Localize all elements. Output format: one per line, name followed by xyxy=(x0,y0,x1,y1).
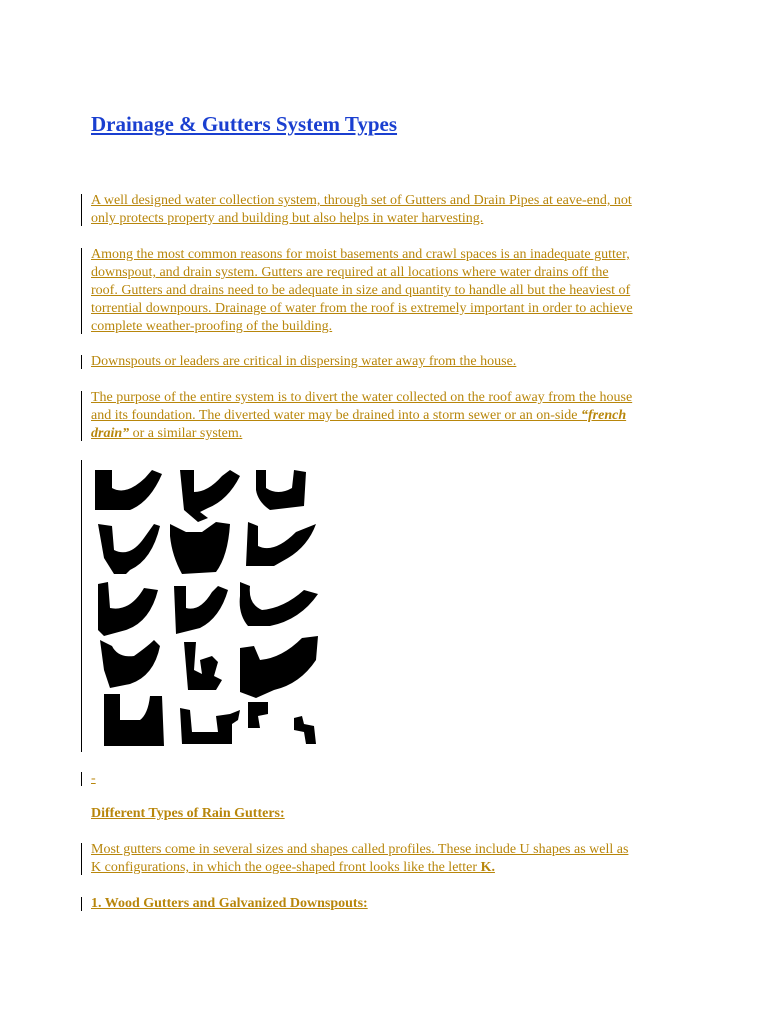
text-line: only protects property and building but also helps in water harvesting. xyxy=(91,211,484,226)
left-rule xyxy=(81,843,82,875)
intro-paragraph xyxy=(81,192,691,228)
moist-basements-paragraph xyxy=(81,246,691,336)
left-rule xyxy=(81,248,82,334)
text-line: roof. Gutters and drains need to be adequate in size and quantity to handle all but the heaviest of xyxy=(91,283,631,298)
empty-paragraph xyxy=(81,770,691,788)
left-rule xyxy=(81,355,82,369)
text-fragment: K configurations, in which the ogee-shaped front looks like the letter xyxy=(91,860,481,875)
left-rule xyxy=(81,772,82,786)
text-line: Downspouts or leaders are critical in dispersing water away from the house. xyxy=(91,354,517,369)
left-rule xyxy=(81,460,82,752)
gutter-profiles-image xyxy=(90,462,322,752)
text-line: torrential downpours. Drainage of water from the roof is extremely important in order to achieve xyxy=(91,301,633,316)
text-line: complete weather-proofing of the building. xyxy=(91,319,333,334)
text-line: The purpose of the entire system is to divert the water collected on the roof away from the house xyxy=(91,390,633,405)
left-rule xyxy=(81,897,82,911)
text-line xyxy=(91,859,691,877)
section-heading-block xyxy=(81,805,691,823)
left-rule xyxy=(81,194,82,226)
text-line: A well designed water collection system, through set of Gutters and Drain Pipes at eave-end, not xyxy=(91,193,632,208)
section-heading: Different Types of Rain Gutters: xyxy=(91,806,285,821)
text-line: - xyxy=(91,771,96,786)
page-title[interactable]: Drainage & Gutters System Types xyxy=(91,112,398,136)
purpose-paragraph xyxy=(81,389,691,443)
text-line: Most gutters come in several sizes and shapes called profiles. These include U shapes as well as xyxy=(91,842,629,857)
text-line xyxy=(91,407,691,425)
text-line: Among the most common reasons for moist basements and crawl spaces is an inadequate gutter, xyxy=(91,247,630,262)
subsection-heading: 1. Wood Gutters and Galvanized Downspouts: xyxy=(91,896,368,911)
profiles-paragraph xyxy=(81,841,691,877)
text-line: downspout, and drain system. Gutters are required at all locations where water drains off the xyxy=(91,265,609,280)
french-drain-emphasis: “french xyxy=(581,408,627,423)
left-rule xyxy=(81,391,82,441)
french-drain-emphasis: drain” xyxy=(91,426,130,441)
wood-gutters-heading-block xyxy=(81,895,691,913)
k-letter-emphasis: K. xyxy=(480,860,495,875)
text-fragment: or a similar system. xyxy=(129,426,243,441)
text-line xyxy=(91,425,691,443)
text-fragment: and its foundation. The diverted water may be drained into a storm sewer or an on-side xyxy=(91,408,581,423)
downspouts-paragraph xyxy=(81,353,691,371)
